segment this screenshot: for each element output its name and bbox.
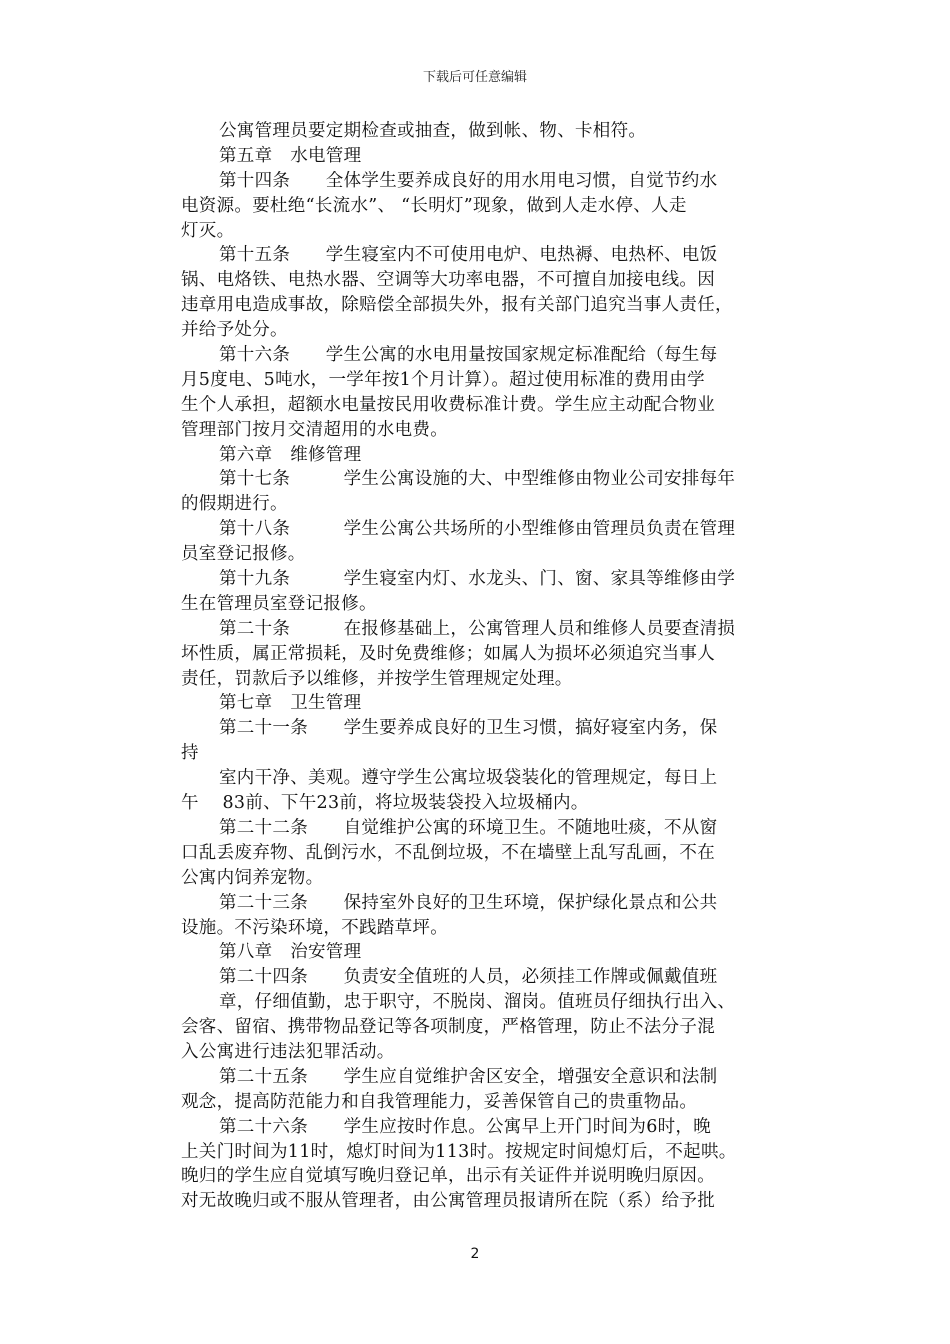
text-line: 午 83前、下午23前，将垃圾装袋投入垃圾桶内。 bbox=[181, 793, 589, 814]
text-line: 生个人承担，超额水电量按民用收费标准计费。学生应主动配合物业 bbox=[181, 394, 715, 415]
page-header: 下载后可任意编辑 bbox=[422, 70, 527, 85]
text-line: 口乱丢废弃物、乱倒污水，不乱倒垃圾，不在墙壁上乱写乱画，不在 bbox=[181, 842, 715, 863]
text-line: 第十五条 学生寝室内不可使用电炉、电热褥、电热杯、电饭 bbox=[219, 245, 718, 266]
text-line: 违章用电造成事故，除赔偿全部损失外，报有关部门追究当事人责任， bbox=[181, 295, 733, 316]
text-line: 第二十二条 自觉维护公寓的环境卫生。不随地吐痰，不从窗 bbox=[219, 817, 718, 838]
text-line: 第二十六条 学生应按时作息。公寓早上开门时间为6时，晚 bbox=[219, 1116, 712, 1137]
text-line: 坏性质，属正常损耗，及时免费维修；如属人为损坏必须追究当事人 bbox=[181, 643, 715, 664]
text-line: 会客、留宿、携带物品登记等各项制度，严格管理，防止不法分子混 bbox=[181, 1017, 715, 1038]
document-body bbox=[181, 119, 771, 1214]
text-line: 入公寓进行违法犯罪活动。 bbox=[181, 1041, 395, 1062]
text-line: 对无故晚归或不服从管理者，由公寓管理员报请所在院（系）给予批 bbox=[181, 1191, 715, 1212]
text-line: 管理部门按月交清超用的水电费。 bbox=[181, 419, 448, 440]
text-line: 观念，提高防范能力和自我管理能力，妥善保管自己的贵重物品。 bbox=[181, 1091, 698, 1112]
text-line: 第十七条 学生公寓设施的大、中型维修由物业公司安排每年 bbox=[219, 469, 736, 490]
text-line: 责任，罚款后予以维修，并按学生管理规定处理。 bbox=[181, 668, 573, 689]
text-line: 第二十三条 保持室外良好的卫生环境，保护绿化景点和公共 bbox=[219, 892, 718, 913]
text-line: 月5度电、5吨水，一学年按1个月计算）。超过使用标准的费用由学 bbox=[181, 369, 705, 390]
text-line: 公寓管理员要定期检查或抽查，做到帐、物、卡相符。 bbox=[219, 121, 647, 141]
text-line: 的假期进行。 bbox=[181, 494, 288, 515]
page-number: 2 bbox=[470, 1246, 480, 1262]
text-line: 晚归的学生应自觉填写晚归登记单，出示有关证件并说明晚归原因。 bbox=[181, 1166, 715, 1187]
text-line: 员室登记报修。 bbox=[181, 544, 306, 565]
text-line: 设施。不污染环境，不践踏草坪。 bbox=[181, 917, 448, 938]
text-line: 第五章 水电管理 bbox=[219, 145, 362, 166]
text-line: 灯灭。 bbox=[181, 220, 235, 241]
text-line: 第六章 维修管理 bbox=[219, 444, 362, 465]
text-line: 电资源。要杜绝“长流水”、 “长明灯”现象，做到人走水停、人走 bbox=[181, 195, 687, 216]
text-line: 第二十条 在报修基础上，公寓管理人员和维修人员要查清损 bbox=[219, 618, 736, 639]
text-line: 第七章 卫生管理 bbox=[219, 693, 362, 714]
text-line: 锅、电烙铁、电热水器、空调等大功率电器，不可擅自加接电线。因 bbox=[181, 270, 715, 291]
text-line: 上关门时间为11时，熄灯时间为113时。按规定时间熄灯后，不起哄。 bbox=[181, 1141, 737, 1162]
text-line: 持 bbox=[181, 743, 199, 764]
text-line: 并给予处分。 bbox=[181, 320, 288, 341]
text-line: 第十八条 学生公寓公共场所的小型维修由管理员负责在管理 bbox=[219, 519, 736, 540]
text-line: 第十九条 学生寝室内灯、水龙头、门、窗、家具等维修由学 bbox=[219, 569, 736, 590]
text-line: 第八章 治安管理 bbox=[219, 942, 362, 963]
text-line: 生在管理员室登记报修。 bbox=[181, 593, 377, 614]
text-line: 第二十四条 负责安全值班的人员，必须挂工作牌或佩戴值班 bbox=[219, 967, 718, 988]
text-line: 章，仔细值勤，忠于职守，不脱岗、溜岗。值班员仔细执行出入、 bbox=[219, 992, 736, 1013]
text-line: 第二十五条 学生应自觉维护舍区安全，增强安全意识和法制 bbox=[219, 1066, 718, 1087]
text-line: 第十四条 全体学生要养成良好的用水用电习惯，自觉节约水 bbox=[219, 170, 718, 191]
text-line: 室内干净、美观。遵守学生公寓垃圾袋装化的管理规定，每日上 bbox=[219, 768, 718, 789]
text-line: 第十六条 学生公寓的水电用量按国家规定标准配给（每生每 bbox=[219, 345, 718, 366]
text-line: 第二十一条 学生要养成良好的卫生习惯，搞好寝室内务，保 bbox=[219, 718, 718, 739]
text-line: 公寓内饲养宠物。 bbox=[181, 867, 324, 888]
